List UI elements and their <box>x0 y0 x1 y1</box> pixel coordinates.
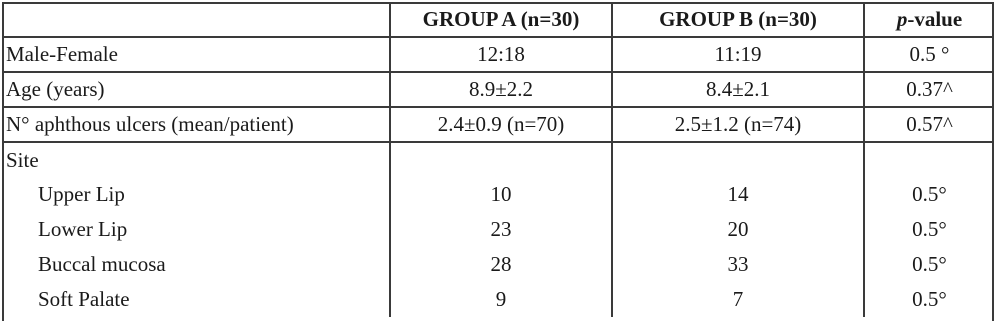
empty-cell <box>864 142 994 177</box>
site-heading-row <box>2 142 994 177</box>
p-value: 0.5 ° <box>864 37 994 72</box>
group-a-value: 12:18 <box>390 37 612 72</box>
empty-cell <box>612 142 864 177</box>
group-a-value: 23 <box>390 212 612 247</box>
comparison-table <box>2 2 994 317</box>
table-row <box>2 212 994 247</box>
site-label: Site <box>2 142 390 177</box>
group-b-value: 20 <box>612 212 864 247</box>
table-row <box>2 247 994 282</box>
p-value: 0.5° <box>864 282 994 317</box>
p-value: 0.5° <box>864 247 994 282</box>
group-a-value: 9 <box>390 282 612 317</box>
group-a-value: 2.4±0.9 (n=70) <box>390 107 612 142</box>
group-b-value: 8.4±2.1 <box>612 72 864 107</box>
row-label: N° aphthous ulcers (mean/patient) <box>2 107 390 142</box>
group-a-value: 8.9±2.2 <box>390 72 612 107</box>
table-row <box>2 37 994 72</box>
row-label: Male-Female <box>2 37 390 72</box>
group-b-value: 14 <box>612 177 864 212</box>
table-row <box>2 177 994 212</box>
header-p-suffix: -value <box>907 6 963 31</box>
table-row <box>2 282 994 317</box>
site-item-label: Buccal mucosa <box>38 252 166 276</box>
group-b-value: 11:19 <box>612 37 864 72</box>
group-a-value: 28 <box>390 247 612 282</box>
header-group-a: GROUP A (n=30) <box>390 2 612 37</box>
site-item-label: Lower Lip <box>38 217 128 241</box>
group-a-value: 10 <box>390 177 612 212</box>
header-row <box>2 2 994 37</box>
group-b-value: 33 <box>612 247 864 282</box>
header-group-b: GROUP B (n=30) <box>612 2 864 37</box>
header-p-letter: p <box>896 6 908 31</box>
table-row <box>2 72 994 107</box>
p-value: 0.37^ <box>864 72 994 107</box>
p-value: 0.5° <box>864 177 994 212</box>
header-p-value <box>864 2 994 37</box>
p-value: 0.57^ <box>864 107 994 142</box>
p-value: 0.5° <box>864 212 994 247</box>
group-b-value: 2.5±1.2 (n=74) <box>612 107 864 142</box>
table-row <box>2 107 994 142</box>
empty-cell <box>390 142 612 177</box>
site-item-label: Soft Palate <box>38 287 130 311</box>
group-b-value: 7 <box>612 282 864 317</box>
site-item-label: Upper Lip <box>38 182 125 206</box>
row-label: Age (years) <box>2 72 390 107</box>
header-blank-cell <box>2 2 390 37</box>
